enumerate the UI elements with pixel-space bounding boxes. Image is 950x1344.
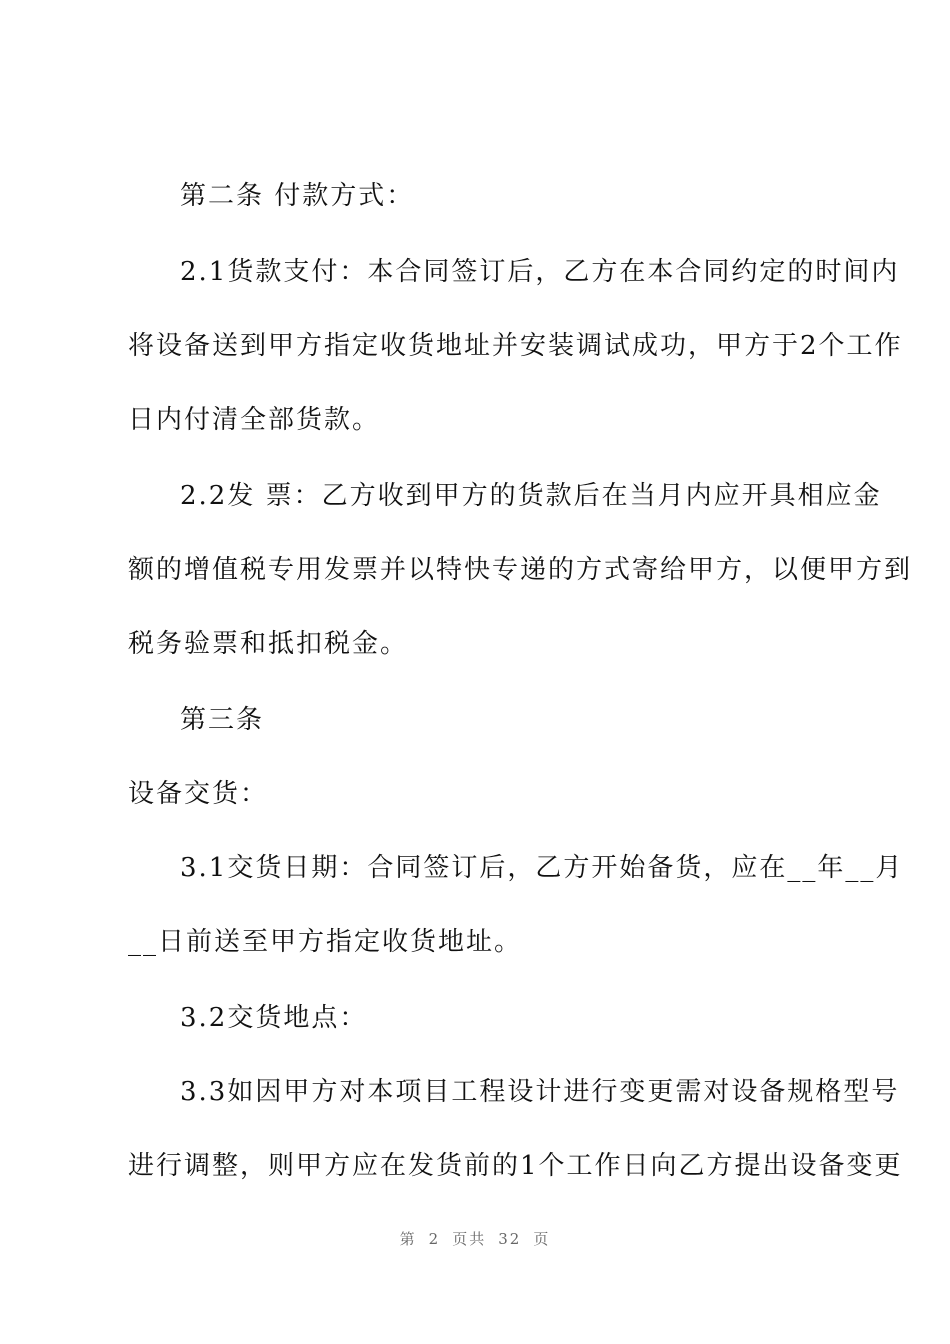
paragraph-line: 税务验票和抵扣税金。 — [128, 629, 409, 659]
paragraph-line: 额的增值税专用发票并以特快专递的方式寄给甲方，以便甲方到 — [128, 555, 913, 585]
footer-di: 第 — [399, 1230, 417, 1248]
paragraph-line: 2.2发 票：乙方收到甲方的货款后在当月内应开具相应金 — [180, 481, 882, 511]
article-2-heading: 第二条 付款方式： — [180, 181, 415, 211]
footer-ye-gong: 页共 — [452, 1230, 487, 1248]
article-3-heading: 第三条 — [180, 705, 265, 735]
paragraph-line: 3.3如因甲方对本项目工程设计进行变更需对设备规格型号 — [180, 1077, 900, 1107]
paragraph-line: 3.2交货地点： — [180, 1003, 368, 1033]
page-number: 2 — [428, 1230, 441, 1248]
total-pages: 32 — [498, 1230, 522, 1248]
paragraph-line: 将设备送到甲方指定收货地址并安装调试成功，甲方于2个工作 — [128, 331, 903, 361]
paragraph-line: 2.1货款支付：本合同签订后，乙方在本合同约定的时间内 — [180, 257, 900, 287]
paragraph-line: 进行调整，则甲方应在发货前的1个工作日向乙方提出设备变更 — [128, 1151, 903, 1181]
paragraph-line: 3.1交货日期：合同签订后，乙方开始备货，应在__年__月 — [180, 853, 904, 883]
page-footer — [0, 1228, 950, 1249]
footer-ye: 页 — [533, 1230, 551, 1248]
paragraph-line: __日前送至甲方指定收货地址。 — [128, 927, 523, 957]
paragraph-line: 日内付清全部货款。 — [128, 405, 381, 435]
section-title: 设备交货： — [128, 779, 269, 809]
